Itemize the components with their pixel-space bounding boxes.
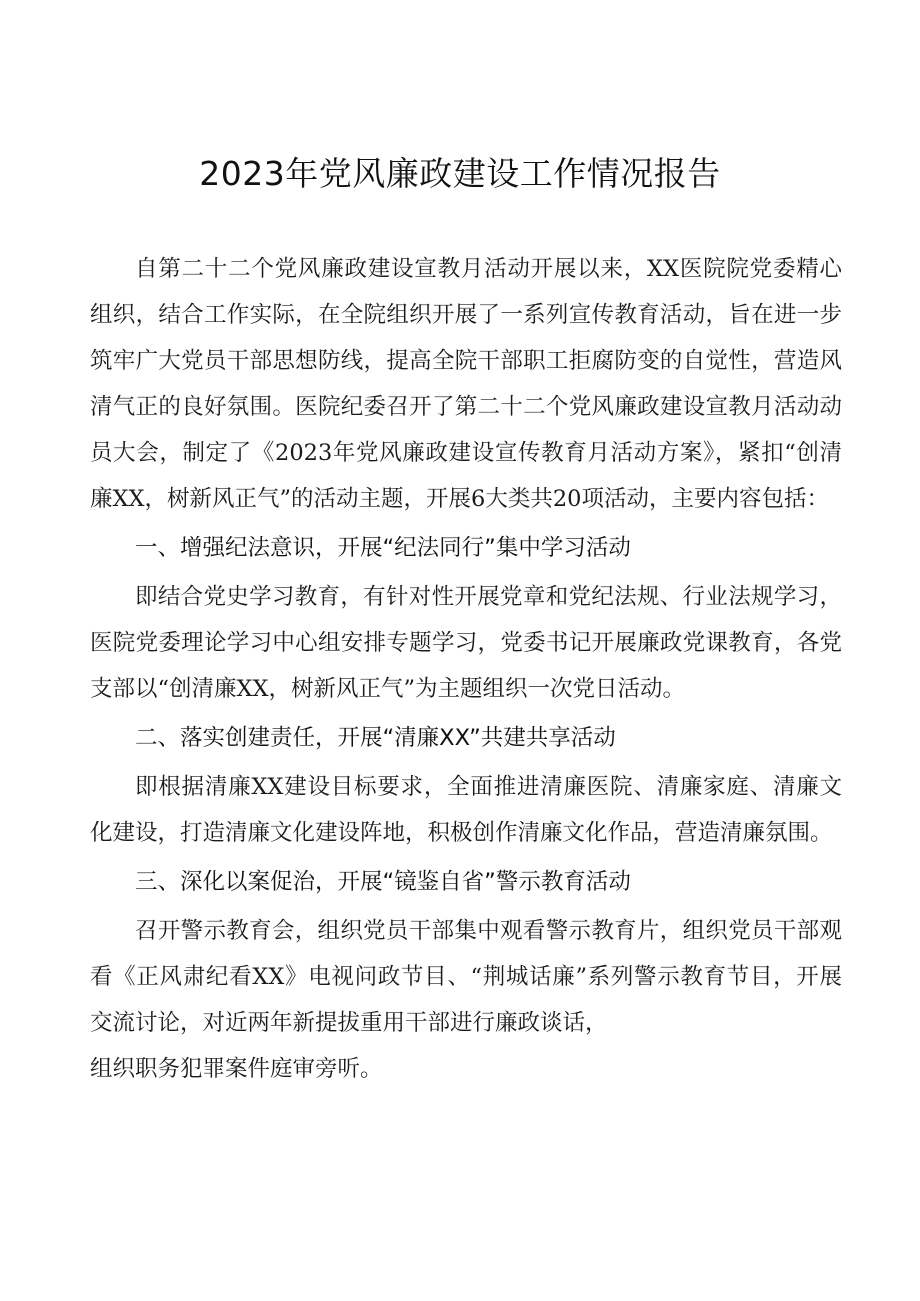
section-3-paragraph: 召开警示教育会，组织党员干部集中观看警示教育片，组织党员干部观看《正风肃纪看XX》电视问政节目、“荆城话廉”系列警示教育节目，开展交流讨论，对近两年新提拔重用干部进行廉政谈话， xyxy=(90,918,842,1036)
section-3-heading: 三、深化以案促治，开展“镜鉴自省”警示教育活动 xyxy=(135,869,631,895)
section-2-heading: 二、落实创建责任，开展“清廉XX”共建共享活动 xyxy=(135,725,616,751)
document-body xyxy=(90,246,842,1092)
section-2-paragraph: 即根据清廉XX建设目标要求，全面推进清廉医院、清廉家庭、清廉文化建设，打造清廉文化建设阵地，积极创作清廉文化作品，营造清廉氛围。 xyxy=(90,774,842,846)
intro-paragraph: 自第二十二个党风廉政建设宣教月活动开展以来，XX医院院党委精心组织，结合工作实际，在全院组织开展了一系列宣传教育活动，旨在进一步筑牢广大党员干部思想防线，提高全院干部职工拒腐防变的自觉性，营造风清气正的良好氛围。医院纪委召开了第二十二个党风廉政建设宣教月活动动员大会，制定了《2023年党风廉政建设宣传教育月活动方案》，紧扣“创清廉XX，树新风正气”的活动主题，开展6大类共20项活动，主要内容包括： xyxy=(90,256,842,512)
section-1-paragraph: 即结合党史学习教育，有针对性开展党章和党纪法规、行业法规学习，医院党委理论学习中心组安排专题学习，党委书记开展廉政党课教育，各党支部以“创清廉XX，树新风正气”为主题组织一次党日活动。 xyxy=(90,584,842,702)
section-3-tail-line: 组织职务犯罪案件庭审旁听。 xyxy=(90,1056,383,1082)
section-1-heading: 一、增强纪法意识，开展“纪法同行”集中学习活动 xyxy=(135,535,631,561)
document-title: 2023年党风廉政建设工作情况报告 xyxy=(199,154,721,193)
